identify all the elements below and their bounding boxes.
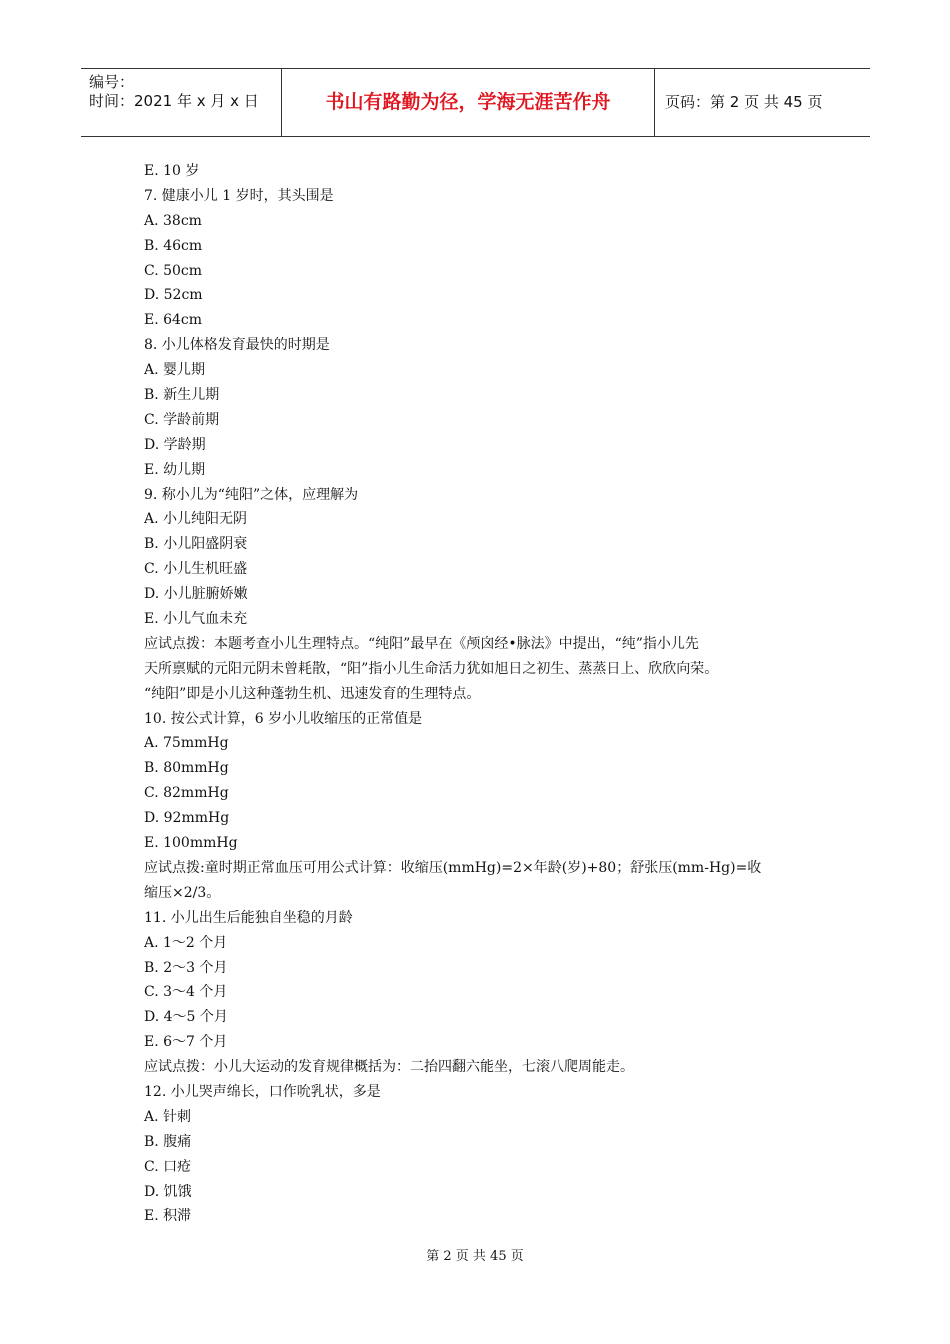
document-body <box>144 159 824 1229</box>
text-line: B. 腹痛 <box>144 1133 192 1150</box>
document-date: 时间：2021 年 x 月 x 日 <box>89 92 259 110</box>
text-line: 应试点拨:童时期正常血压可用公式计算：收缩压(mmHg)=2×年龄(岁)+80；舒张压(mm-Hg)=收 <box>144 859 762 876</box>
text-line: 缩压×2/3。 <box>144 884 221 901</box>
text-line: 12. 小儿哭声绵长，口作吮乳状，多是 <box>144 1083 381 1100</box>
text-line: 应试点拨：本题考查小儿生理特点。“纯阳”最早在《颅囟经•脉法》中提出，“纯”指小儿先 <box>144 635 699 652</box>
text-line: D. 小儿脏腑娇嫩 <box>144 586 248 603</box>
text-line: C. 82mmHg <box>144 785 229 802</box>
header-page-info: 页码：第 2 页 共 45 页 <box>665 93 823 111</box>
text-line: B. 80mmHg <box>144 760 229 777</box>
text-line: B. 46cm <box>144 237 203 254</box>
text-line: A. 小儿纯阳无阴 <box>144 511 248 528</box>
text-line: B. 小儿阳盛阴衰 <box>144 536 248 553</box>
text-line: B. 2～3 个月 <box>144 959 228 976</box>
header-meta <box>81 69 281 136</box>
text-line: 11. 小儿出生后能独自坐稳的月龄 <box>144 909 353 926</box>
text-line: E. 小儿气血未充 <box>144 611 248 628</box>
text-line: A. 38cm <box>144 212 202 229</box>
text-line: 9. 称小儿为“纯阳”之体，应理解为 <box>144 486 359 503</box>
text-line: C. 小儿生机旺盛 <box>144 561 248 578</box>
text-line: E. 100mmHg <box>144 835 238 852</box>
text-line: D. 饥饿 <box>144 1183 192 1200</box>
text-line: E. 10 岁 <box>144 163 200 179</box>
document-number-label: 编号： <box>89 73 135 91</box>
text-line: E. 幼儿期 <box>144 461 206 478</box>
text-line: E. 64cm <box>144 312 203 329</box>
text-line: E. 6～7 个月 <box>144 1034 228 1051</box>
text-line: A. 1～2 个月 <box>144 934 228 951</box>
text-line: D. 92mmHg <box>144 810 230 827</box>
text-line: 应试点拨：小儿大运动的发育规律概括为：二抬四翻六能坐，七滚八爬周能走。 <box>144 1059 634 1076</box>
text-line: “纯阳”即是小儿这种蓬勃生机、迅速发育的生理特点。 <box>144 685 481 702</box>
text-line: C. 口疮 <box>144 1158 192 1175</box>
text-line: E. 积滞 <box>144 1208 192 1225</box>
text-line: D. 52cm <box>144 287 203 304</box>
text-line: C. 学龄前期 <box>144 411 220 428</box>
text-line: 10. 按公式计算，6 岁小儿收缩压的正常值是 <box>144 710 423 727</box>
text-line: A. 针刺 <box>144 1108 192 1125</box>
text-line: A. 75mmHg <box>144 735 229 752</box>
text-line: 8. 小儿体格发育最快的时期是 <box>144 337 330 354</box>
page-header <box>81 68 870 137</box>
header-motto: 书山有路勤为径，学海无涯苦作舟 <box>281 69 655 136</box>
text-line: C. 50cm <box>144 262 203 279</box>
text-line: 7. 健康小儿 1 岁时，其头围是 <box>144 187 334 204</box>
text-line: C. 3～4 个月 <box>144 984 228 1001</box>
text-line: 天所禀赋的元阳元阴未曾耗散，“阳”指小儿生命活力犹如旭日之初生、蒸蒸日上、欣欣向荣。 <box>144 660 719 677</box>
page-footer: 第 2 页 共 45 页 <box>426 1249 524 1264</box>
text-line: D. 学龄期 <box>144 436 206 453</box>
text-line: B. 新生儿期 <box>144 387 220 404</box>
text-line: A. 婴儿期 <box>144 362 206 379</box>
text-line: D. 4～5 个月 <box>144 1009 228 1026</box>
